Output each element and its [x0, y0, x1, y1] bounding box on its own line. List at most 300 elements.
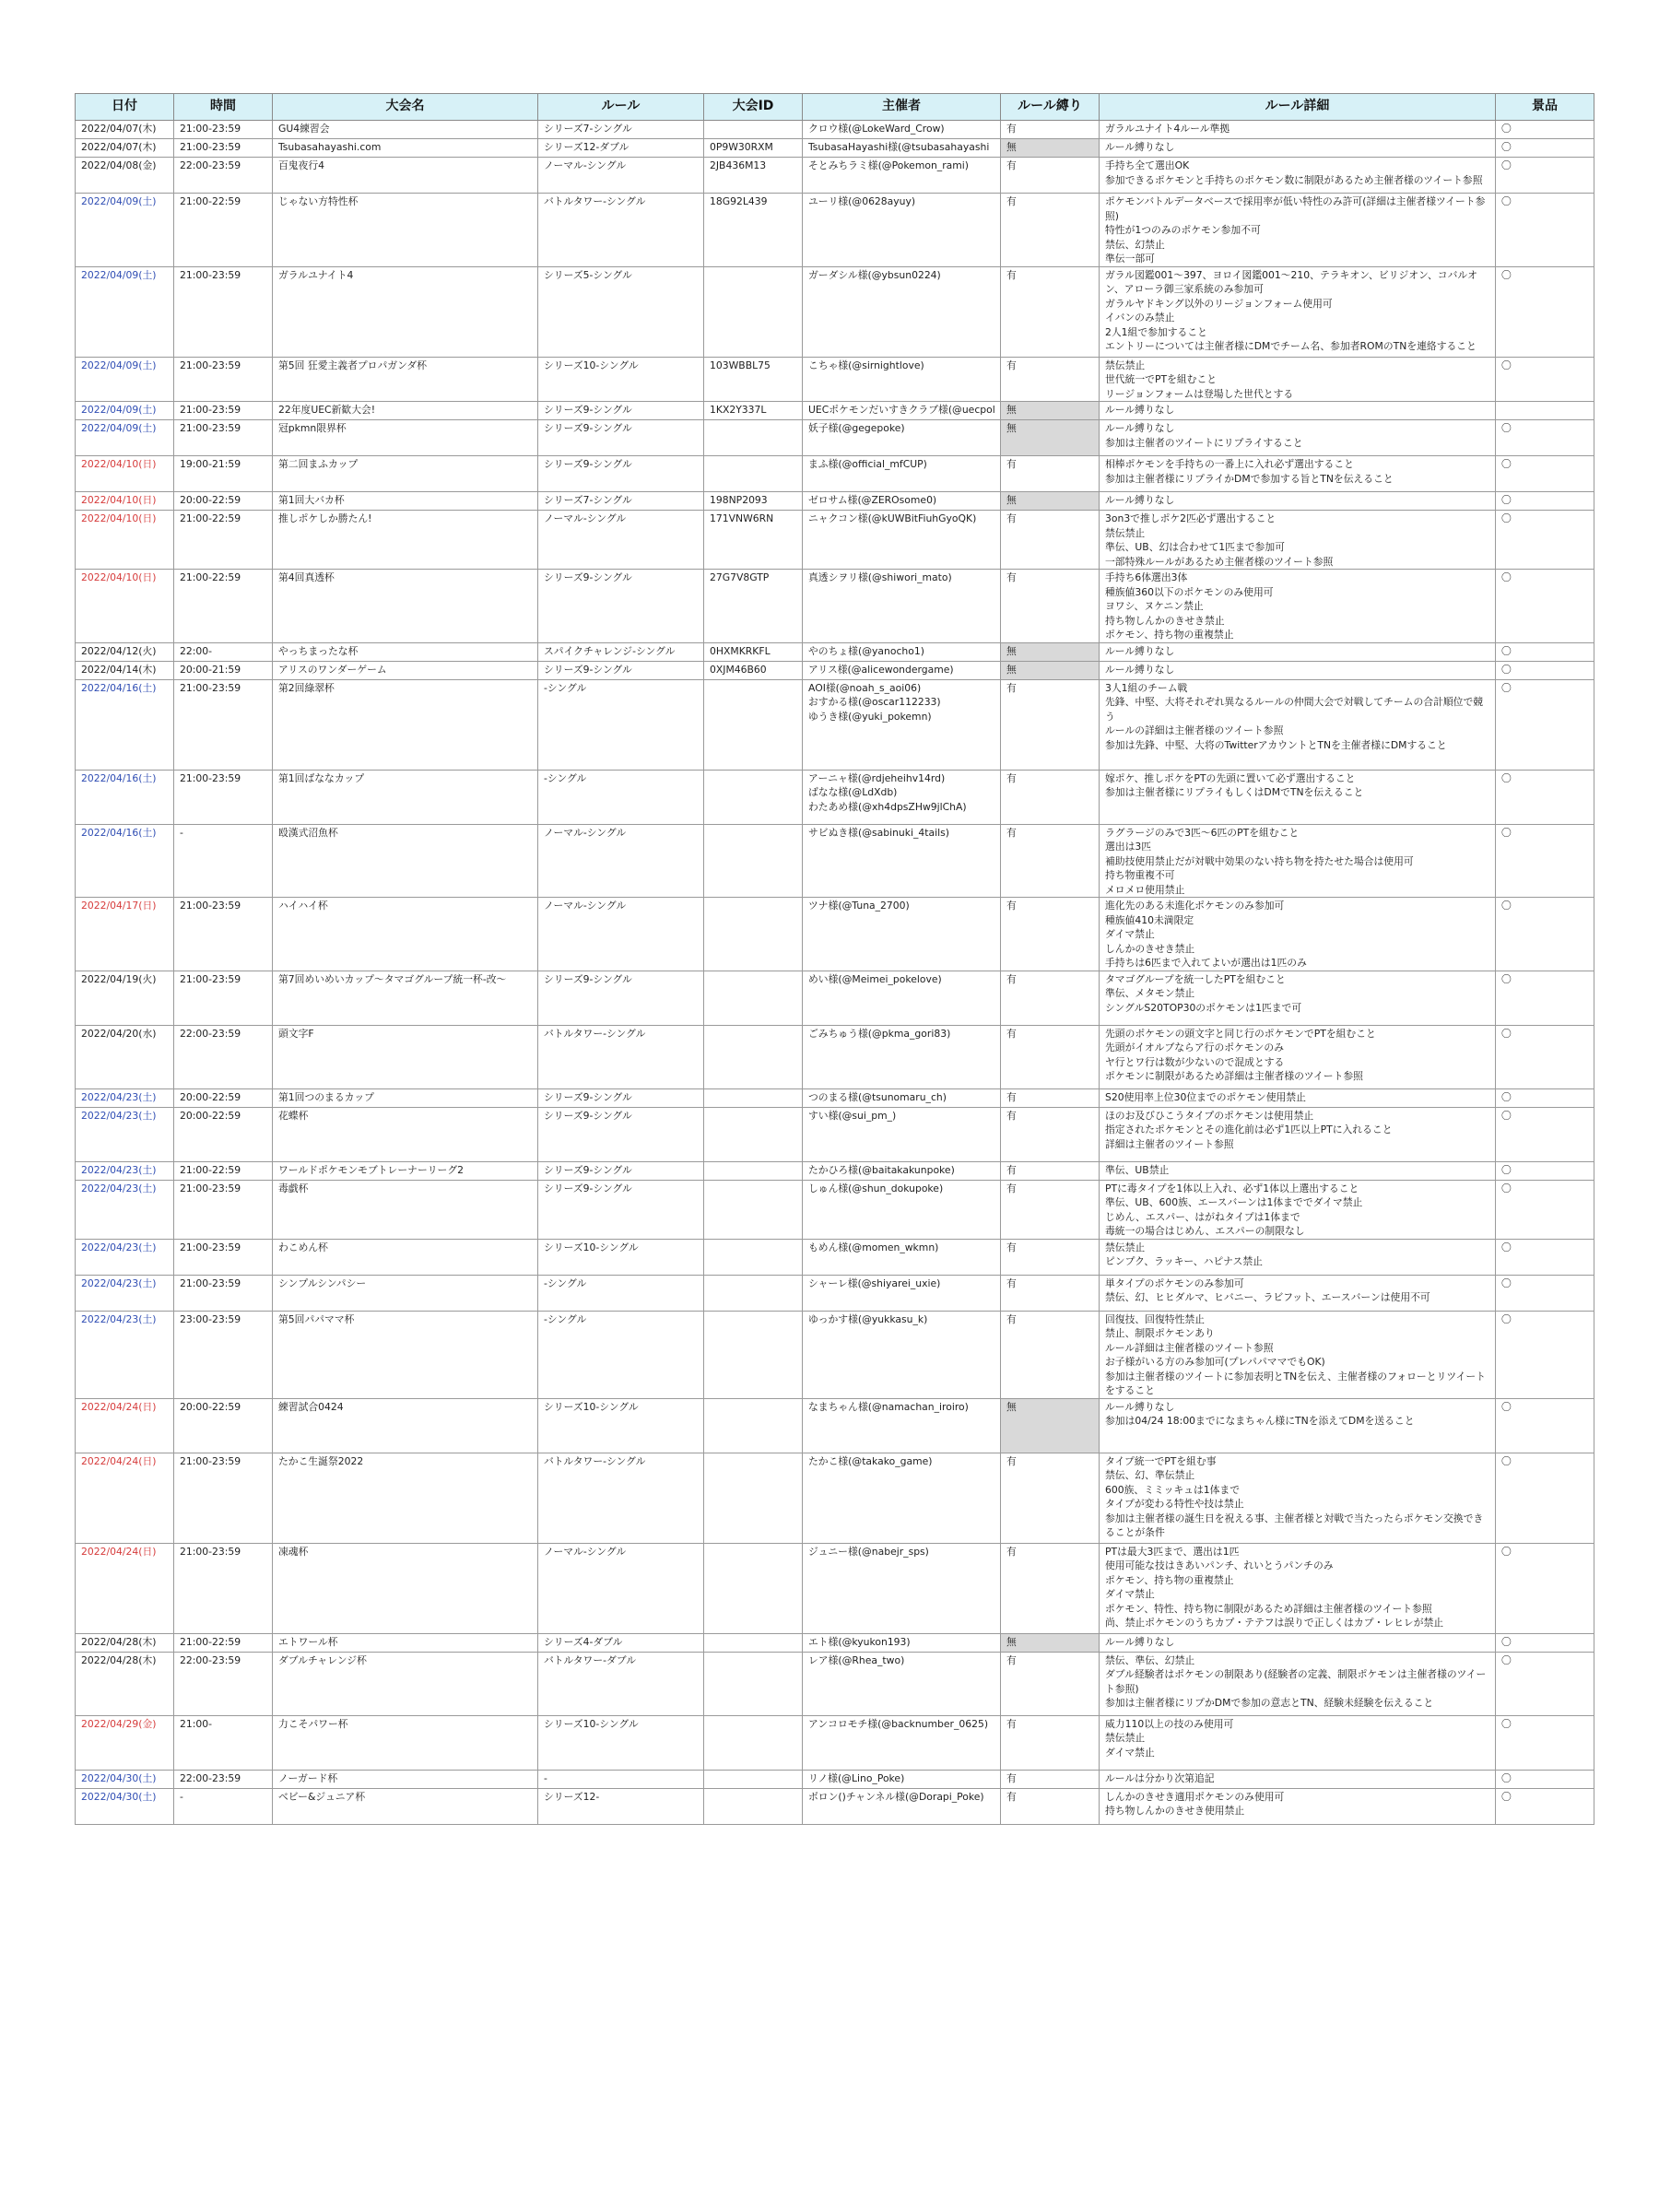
cell-restriction: 有 [1001, 121, 1100, 139]
cell-time: 21:00-22:59 [174, 511, 273, 570]
cell-prize: 〇 [1496, 158, 1594, 194]
cell-rule: バトルタワー-シングル [538, 194, 704, 267]
cell-host: たかこ様(@takako_game) [803, 1453, 1001, 1543]
cell-restriction: 有 [1001, 1652, 1100, 1715]
cell-date: 2022/04/10(日) [76, 492, 174, 511]
cell-date: 2022/04/07(木) [76, 139, 174, 158]
cell-host: 真透シヲリ様(@shiwori_mato) [803, 570, 1001, 643]
cell-detail: ガラル図鑑001～397、ヨロイ図鑑001～210、テラキオン、ビリジオン、コバルオン、アローラ御三家系統のみ参加可 ガラルヤドキング以外のリージョンフォーム使用可 イバンのみ禁止 2人1組で参加すること エントリーについては主催者様にDMでチーム名、参加者ROMのTNを連絡すること [1100, 266, 1496, 357]
cell-restriction: 有 [1001, 357, 1100, 402]
cell-restriction: 有 [1001, 194, 1100, 267]
cell-time: 20:00-22:59 [174, 1107, 273, 1161]
cell-host: やのちょ様(@yanocho1) [803, 642, 1001, 661]
cell-rule: シリーズ9-シングル [538, 1088, 704, 1107]
cell-restriction: 有 [1001, 770, 1100, 824]
cell-host: たかひろ様(@baitakakunpoke) [803, 1161, 1001, 1180]
cell-name: 第2回綠翠杯 [273, 679, 538, 770]
table-row [76, 642, 1594, 661]
cell-prize: 〇 [1496, 1633, 1594, 1652]
cell-rule: -シングル [538, 679, 704, 770]
cell-restriction: 無 [1001, 139, 1100, 158]
cell-name: 第1回ばななカップ [273, 770, 538, 824]
cell-host: ガーダシル様(@ybsun0224) [803, 266, 1001, 357]
cell-time: 21:00-23:59 [174, 266, 273, 357]
table-row [76, 1088, 1594, 1107]
tournament-table [75, 93, 1594, 1825]
cell-restriction: 有 [1001, 1239, 1100, 1275]
cell-rule: バトルタワー-シングル [538, 1025, 704, 1088]
cell-host: もめん様(@momen_wkmn) [803, 1239, 1001, 1275]
cell-restriction: 有 [1001, 1770, 1100, 1788]
cell-id [704, 121, 803, 139]
cell-rule: シリーズ10-シングル [538, 1398, 704, 1453]
cell-time: 22:00-23:59 [174, 1025, 273, 1088]
cell-date: 2022/04/23(土) [76, 1275, 174, 1311]
cell-restriction: 有 [1001, 1088, 1100, 1107]
table-row [76, 1398, 1594, 1453]
cell-host: AOI様(@noah_s_aoi06) おすかる様(@oscar112233) ゆうき様(@yuki_pokemn) [803, 679, 1001, 770]
header-time: 時間 [174, 94, 273, 121]
cell-detail: ルール縛りなし [1100, 139, 1496, 158]
cell-time: 21:00-23:59 [174, 679, 273, 770]
cell-id [704, 1652, 803, 1715]
header-tournament-name: 大会名 [273, 94, 538, 121]
cell-name: 第1回大バカ杯 [273, 492, 538, 511]
cell-detail: 3on3で推しポケ2匹必ず選出すること 禁伝禁止 準伝、UB、幻は合わせて1匹まで参加可 一部特殊ルールがあるため主催者様のツイート参照 [1100, 511, 1496, 570]
cell-host: アーニャ様(@rdjeheihv14rd) ばなな様(@LdXdb) わたあめ様(@xh4dpsZHw9jlChA) [803, 770, 1001, 824]
cell-detail: タイプ統一でPTを組む事 禁伝、幻、準伝禁止 600族、ミミッキュは1体まで タイプが変わる特性や技は禁止 参加は主催者様の誕生日を祝える事、主催者様と対戦で当たったらポケモン交換できることが条件 [1100, 1453, 1496, 1543]
cell-id [704, 1770, 803, 1788]
cell-prize: 〇 [1496, 1239, 1594, 1275]
cell-time: 21:00-23:59 [174, 770, 273, 824]
cell-name: 毒戯杯 [273, 1180, 538, 1239]
cell-name: ガラルユナイト4 [273, 266, 538, 357]
cell-id [704, 1715, 803, 1770]
cell-time: 20:00-22:59 [174, 1398, 273, 1453]
cell-rule: ノーマル-シングル [538, 511, 704, 570]
cell-rule: ノーマル-シングル [538, 1543, 704, 1633]
cell-prize: 〇 [1496, 1453, 1594, 1543]
cell-prize: 〇 [1496, 139, 1594, 158]
cell-id [704, 1161, 803, 1180]
cell-detail: ルール縛りなし [1100, 492, 1496, 511]
cell-date: 2022/04/29(金) [76, 1715, 174, 1770]
table-row [76, 1275, 1594, 1311]
cell-time: 21:00-22:59 [174, 570, 273, 643]
cell-time: 21:00-23:59 [174, 357, 273, 402]
cell-date: 2022/04/10(日) [76, 511, 174, 570]
cell-time: 21:00-22:59 [174, 1161, 273, 1180]
cell-prize: 〇 [1496, 1311, 1594, 1398]
cell-detail: 先頭のポケモンの頭文字と同じ行のポケモンでPTを組むこと 先頭がイオルブならア行のポケモンのみ ヤ行とワ行は数が少ないので混成とする ポケモンに制限があるため詳細は主催者様のツイート参照 [1100, 1025, 1496, 1088]
cell-date: 2022/04/09(土) [76, 420, 174, 456]
cell-date: 2022/04/19(火) [76, 971, 174, 1025]
cell-name: シンプルシンパシー [273, 1275, 538, 1311]
cell-time: 22:00-23:59 [174, 1770, 273, 1788]
cell-rule: バトルタワー-シングル [538, 1453, 704, 1543]
cell-rule: -シングル [538, 1275, 704, 1311]
cell-id [704, 1180, 803, 1239]
cell-date: 2022/04/28(木) [76, 1633, 174, 1652]
cell-date: 2022/04/23(土) [76, 1088, 174, 1107]
cell-restriction: 有 [1001, 1715, 1100, 1770]
cell-date: 2022/04/23(土) [76, 1311, 174, 1398]
cell-detail: ルール縛りなし [1100, 1633, 1496, 1652]
cell-prize: 〇 [1496, 1107, 1594, 1161]
cell-rule: シリーズ9-シングル [538, 570, 704, 643]
cell-id [704, 1025, 803, 1088]
header-tournament-id: 大会ID [704, 94, 803, 121]
cell-name: 第二回まふカップ [273, 456, 538, 492]
cell-prize [1496, 402, 1594, 420]
cell-name: ハイハイ杯 [273, 898, 538, 971]
table-row [76, 770, 1594, 824]
cell-id: 2JB436M13 [704, 158, 803, 194]
cell-detail: 3人1組のチーム戦 先鋒、中堅、大将それぞれ異なるルールの仲間大会で対戦してチームの合計順位で競う ルールの詳細は主催者様のツイート参照 参加は先鋒、中堅、大将のTwitterアカウントとTNを主催者様にDMすること [1100, 679, 1496, 770]
cell-id [704, 824, 803, 898]
cell-name: やっちまったな杯 [273, 642, 538, 661]
cell-date: 2022/04/30(土) [76, 1770, 174, 1788]
cell-date: 2022/04/20(水) [76, 1025, 174, 1088]
table-row [76, 511, 1594, 570]
cell-time: 21:00-23:59 [174, 1239, 273, 1275]
header-prize: 景品 [1496, 94, 1594, 121]
cell-id [704, 1107, 803, 1161]
cell-host: シャーレ様(@shiyarei_uxie) [803, 1275, 1001, 1311]
cell-id: 1KX2Y337L [704, 402, 803, 420]
cell-prize: 〇 [1496, 1652, 1594, 1715]
cell-detail: 威力110以上の技のみ使用可 禁伝禁止 ダイマ禁止 [1100, 1715, 1496, 1770]
cell-detail: 禁伝禁止 ピンプク、ラッキー、ハピナス禁止 [1100, 1239, 1496, 1275]
cell-restriction: 無 [1001, 492, 1100, 511]
cell-time: - [174, 824, 273, 898]
cell-rule: バトルタワー-ダブル [538, 1652, 704, 1715]
cell-host: サビぬき様(@sabinuki_4tails) [803, 824, 1001, 898]
cell-prize: 〇 [1496, 492, 1594, 511]
cell-name: 頭文字F [273, 1025, 538, 1088]
table-row [76, 1715, 1594, 1770]
table-row [76, 1788, 1594, 1824]
cell-date: 2022/04/24(日) [76, 1398, 174, 1453]
table-row [76, 456, 1594, 492]
cell-name: ワールドポケモンモブトレーナーリーグ2 [273, 1161, 538, 1180]
cell-name: GU4練習会 [273, 121, 538, 139]
table-row [76, 357, 1594, 402]
cell-name: じゃない方特性杯 [273, 194, 538, 267]
table-row [76, 492, 1594, 511]
table-row [76, 1161, 1594, 1180]
cell-restriction: 有 [1001, 1025, 1100, 1088]
cell-prize: 〇 [1496, 971, 1594, 1025]
cell-name: 第1回つのまるカップ [273, 1088, 538, 1107]
cell-prize: 〇 [1496, 1788, 1594, 1824]
cell-name: 百鬼夜行4 [273, 158, 538, 194]
cell-id: 198NP2093 [704, 492, 803, 511]
cell-prize: 〇 [1496, 679, 1594, 770]
cell-host: そとみちラミ様(@Pokemon_rami) [803, 158, 1001, 194]
cell-id [704, 420, 803, 456]
table-row [76, 1107, 1594, 1161]
cell-restriction: 有 [1001, 456, 1100, 492]
cell-host: ユーリ様(@0628ayuy) [803, 194, 1001, 267]
cell-id [704, 1275, 803, 1311]
table-row [76, 971, 1594, 1025]
cell-time: 21:00-23:59 [174, 1275, 273, 1311]
table-row [76, 402, 1594, 420]
cell-date: 2022/04/23(土) [76, 1239, 174, 1275]
cell-date: 2022/04/08(金) [76, 158, 174, 194]
cell-prize: 〇 [1496, 1770, 1594, 1788]
cell-id: 0P9W30RXM [704, 139, 803, 158]
cell-prize: 〇 [1496, 661, 1594, 679]
cell-id [704, 1398, 803, 1453]
cell-host: アンコロモチ様(@backnumber_0625) [803, 1715, 1001, 1770]
table-row [76, 121, 1594, 139]
cell-date: 2022/04/23(土) [76, 1180, 174, 1239]
cell-date: 2022/04/24(日) [76, 1453, 174, 1543]
cell-time: 21:00- [174, 1715, 273, 1770]
cell-prize: 〇 [1496, 121, 1594, 139]
cell-host: なまちゃん様(@namachan_iroiro) [803, 1398, 1001, 1453]
cell-date: 2022/04/12(火) [76, 642, 174, 661]
table-row [76, 898, 1594, 971]
cell-id [704, 971, 803, 1025]
cell-rule: -シングル [538, 770, 704, 824]
table-row [76, 139, 1594, 158]
cell-detail: 嫁ポケ、推しポケをPTの先頭に置いて必ず選出すること 参加は主催者様にリプライもしくはDMでTNを伝えること [1100, 770, 1496, 824]
cell-id: 18G92L439 [704, 194, 803, 267]
cell-date: 2022/04/09(土) [76, 266, 174, 357]
cell-name: ダブルチャレンジ杯 [273, 1652, 538, 1715]
cell-rule: シリーズ9-シングル [538, 1107, 704, 1161]
cell-date: 2022/04/30(土) [76, 1788, 174, 1824]
table-row [76, 1543, 1594, 1633]
table-row [76, 1633, 1594, 1652]
cell-rule: シリーズ10-シングル [538, 1239, 704, 1275]
cell-date: 2022/04/07(木) [76, 121, 174, 139]
cell-name: Tsubasahayashi.com [273, 139, 538, 158]
cell-detail: ラグラージのみで3匹～6匹のPTを組むこと 選出は3匹 補助技使用禁止だが対戦中効果のない持ち物を持たせた場合は使用可 持ち物重複不可 メロメロ使用禁止 [1100, 824, 1496, 898]
header-date: 日付 [76, 94, 174, 121]
cell-date: 2022/04/24(日) [76, 1543, 174, 1633]
cell-time: 19:00-21:59 [174, 456, 273, 492]
cell-name: ノーガード杯 [273, 1770, 538, 1788]
cell-detail: 準伝、UB禁止 [1100, 1161, 1496, 1180]
cell-date: 2022/04/09(土) [76, 194, 174, 267]
cell-prize: 〇 [1496, 194, 1594, 267]
cell-rule: ノーマル-シングル [538, 158, 704, 194]
cell-name: たかこ生誕祭2022 [273, 1453, 538, 1543]
cell-detail: ルール縛りなし 参加は主催者のツイートにリプライすること [1100, 420, 1496, 456]
cell-rule: シリーズ10-シングル [538, 357, 704, 402]
cell-host: クロウ様(@LokeWard_Crow) [803, 121, 1001, 139]
cell-rule: シリーズ9-シングル [538, 420, 704, 456]
cell-host: アリス様(@alicewondergame) [803, 661, 1001, 679]
table-row [76, 1453, 1594, 1543]
cell-id [704, 1239, 803, 1275]
cell-prize: 〇 [1496, 1088, 1594, 1107]
cell-time: 21:00-23:59 [174, 402, 273, 420]
header-rule: ルール [538, 94, 704, 121]
cell-rule: スパイクチャレンジ-シングル [538, 642, 704, 661]
cell-host: こちゃ様(@sirnightlove) [803, 357, 1001, 402]
cell-date: 2022/04/23(土) [76, 1161, 174, 1180]
cell-time: 21:00-23:59 [174, 139, 273, 158]
cell-host: ジュニー様(@nabejr_sps) [803, 1543, 1001, 1633]
cell-detail: ルール縛りなし [1100, 402, 1496, 420]
cell-time: 22:00- [174, 642, 273, 661]
cell-date: 2022/04/17(日) [76, 898, 174, 971]
cell-id [704, 1633, 803, 1652]
cell-time: 21:00-23:59 [174, 121, 273, 139]
table-row [76, 1652, 1594, 1715]
cell-rule: シリーズ9-シングル [538, 661, 704, 679]
cell-rule: シリーズ9-シングル [538, 1180, 704, 1239]
cell-prize: 〇 [1496, 1715, 1594, 1770]
cell-name: アリスのワンダーゲーム [273, 661, 538, 679]
cell-name: 凍魂杯 [273, 1543, 538, 1633]
cell-host: ツナ様(@Tuna_2700) [803, 898, 1001, 971]
cell-prize: 〇 [1496, 824, 1594, 898]
cell-name: 22年度UEC新歓大会! [273, 402, 538, 420]
cell-name: エトワール杯 [273, 1633, 538, 1652]
cell-date: 2022/04/16(土) [76, 679, 174, 770]
cell-rule: シリーズ12- [538, 1788, 704, 1824]
cell-host: 妖子様(@gegepoke) [803, 420, 1001, 456]
table-row [76, 570, 1594, 643]
cell-detail: 単タイプのポケモンのみ参加可 禁伝、幻、ヒヒダルマ、ヒバニー、ラビフット、エースバーンは使用不可 [1100, 1275, 1496, 1311]
cell-restriction: 有 [1001, 1543, 1100, 1633]
cell-rule: - [538, 1770, 704, 1788]
cell-restriction: 有 [1001, 1107, 1100, 1161]
cell-name: わこめん杯 [273, 1239, 538, 1275]
cell-prize: 〇 [1496, 456, 1594, 492]
cell-id [704, 456, 803, 492]
cell-id: 0HXMKRKFL [704, 642, 803, 661]
cell-time: 21:00-23:59 [174, 898, 273, 971]
cell-name: 第5回パパママ杯 [273, 1311, 538, 1398]
cell-host: めい様(@Meimei_pokelove) [803, 971, 1001, 1025]
cell-time: 22:00-23:59 [174, 1652, 273, 1715]
cell-restriction: 有 [1001, 971, 1100, 1025]
cell-restriction: 無 [1001, 420, 1100, 456]
table-row [76, 1239, 1594, 1275]
cell-host: ごみちゅう様(@pkma_gori83) [803, 1025, 1001, 1088]
cell-date: 2022/04/09(土) [76, 402, 174, 420]
cell-prize: 〇 [1496, 1161, 1594, 1180]
cell-host: すい様(@sui_pm_) [803, 1107, 1001, 1161]
cell-time: 23:00-23:59 [174, 1311, 273, 1398]
cell-host: エト様(@kyukon193) [803, 1633, 1001, 1652]
cell-restriction: 有 [1001, 1788, 1100, 1824]
cell-id [704, 1788, 803, 1824]
cell-rule: シリーズ9-シングル [538, 1161, 704, 1180]
cell-time: 20:00-21:59 [174, 661, 273, 679]
cell-rule: シリーズ4-ダブル [538, 1633, 704, 1652]
table-row [76, 824, 1594, 898]
cell-restriction: 無 [1001, 642, 1100, 661]
cell-rule: シリーズ7-シングル [538, 492, 704, 511]
cell-detail: ほのお及びひこうタイプのポケモンは使用禁止 指定されたポケモンとその進化前は必ず1匹以上PTに入れること 詳細は主催者のツイート参照 [1100, 1107, 1496, 1161]
cell-detail: ルールは分かり次第追記 [1100, 1770, 1496, 1788]
table-row [76, 266, 1594, 357]
cell-host: レア様(@Rhea_two) [803, 1652, 1001, 1715]
cell-id [704, 898, 803, 971]
header-host: 主催者 [803, 94, 1001, 121]
cell-rule: ノーマル-シングル [538, 898, 704, 971]
cell-detail: 禁伝、準伝、幻禁止 ダブル経験者はポケモンの制限あり(経験者の定義、制限ポケモンは主催者様のツイート参照) 参加は主催者様にリプかDMで参加の意志とTN、経験未経験を伝えること [1100, 1652, 1496, 1715]
cell-id [704, 1088, 803, 1107]
cell-detail: 手持ち全て選出OK 参加できるポケモンと手持ちのポケモン数に制限があるため主催者様のツイート参照 [1100, 158, 1496, 194]
table-row [76, 1770, 1594, 1788]
cell-date: 2022/04/16(土) [76, 824, 174, 898]
cell-time: 21:00-23:59 [174, 1453, 273, 1543]
cell-name: 花蝶杯 [273, 1107, 538, 1161]
cell-rule: シリーズ9-シングル [538, 456, 704, 492]
cell-rule: シリーズ10-シングル [538, 1715, 704, 1770]
table-row [76, 420, 1594, 456]
table-row [76, 158, 1594, 194]
cell-detail: ルール縛りなし 参加は04/24 18:00までになまちゃん様にTNを添えてDMを送ること [1100, 1398, 1496, 1453]
cell-prize: 〇 [1496, 1025, 1594, 1088]
cell-detail: PTは最大3匹まで、選出は1匹 使用可能な技はきあいパンチ、れいとうパンチのみ ポケモン、持ち物の重複禁止 ダイマ禁止 ポケモン、特性、持ち物に制限があるため詳細は主催者様のツイート参照 尚、禁止ポケモンのうちカプ・テテフは誤りで正しくはカプ・レヒレが禁止 [1100, 1543, 1496, 1633]
cell-host: しゅん様(@shun_dokupoke) [803, 1180, 1001, 1239]
cell-detail: S20使用率上位30位までのポケモン使用禁止 [1100, 1088, 1496, 1107]
cell-prize: 〇 [1496, 770, 1594, 824]
table-row [76, 1311, 1594, 1398]
cell-prize: 〇 [1496, 1275, 1594, 1311]
cell-host: ゼロサム様(@ZEROsome0) [803, 492, 1001, 511]
header-rule-details: ルール詳細 [1100, 94, 1496, 121]
cell-host: ニャクコン様(@kUWBitFiuhGyoQK) [803, 511, 1001, 570]
cell-id: 103WBBL75 [704, 357, 803, 402]
cell-detail: しんかのきせき適用ポケモンのみ使用可 持ち物しんかのきせき使用禁止 [1100, 1788, 1496, 1824]
cell-id: 0XJM46B60 [704, 661, 803, 679]
cell-detail: 相棒ポケモンを手持ちの一番上に入れ必ず選出すること 参加は主催者様にリプライかDMで参加する旨とTNを伝えること [1100, 456, 1496, 492]
cell-date: 2022/04/09(土) [76, 357, 174, 402]
cell-restriction: 有 [1001, 824, 1100, 898]
cell-prize: 〇 [1496, 642, 1594, 661]
cell-host: つのまる様(@tsunomaru_ch) [803, 1088, 1001, 1107]
cell-time: 20:00-22:59 [174, 492, 273, 511]
cell-time: 21:00-22:59 [174, 1633, 273, 1652]
cell-time: 21:00-23:59 [174, 1543, 273, 1633]
cell-time: 21:00-23:59 [174, 1180, 273, 1239]
cell-detail: 回復技、回復特性禁止 禁止、制限ポケモンあり ルール詳細は主催者様のツイート参照 お子様がいる方のみ参加可(プレパパママでもOK) 参加は主催者様のツイートに参加表明とTNを伝え、主催者様のフォローとリツイートをすること [1100, 1311, 1496, 1398]
cell-restriction: 有 [1001, 158, 1100, 194]
cell-id: 27G7V8GTP [704, 570, 803, 643]
cell-name: 力こそパワー杯 [273, 1715, 538, 1770]
cell-detail: 進化先のある未進化ポケモンのみ参加可 種族値410未満限定 ダイマ禁止 しんかのきせき禁止 手持ちは6匹まで入れてよいが選出は1匹のみ [1100, 898, 1496, 971]
cell-date: 2022/04/23(土) [76, 1107, 174, 1161]
cell-detail: ポケモンバトルデータベースで採用率が低い特性のみ許可(詳細は主催者様ツイート参照) 特性が1つのみのポケモン参加不可 禁伝、幻禁止 準伝一部可 [1100, 194, 1496, 267]
cell-restriction: 有 [1001, 1275, 1100, 1311]
cell-time: - [174, 1788, 273, 1824]
cell-date: 2022/04/14(木) [76, 661, 174, 679]
cell-id: 171VNW6RN [704, 511, 803, 570]
cell-restriction: 有 [1001, 1161, 1100, 1180]
cell-rule: シリーズ9-シングル [538, 402, 704, 420]
cell-rule: シリーズ9-シングル [538, 971, 704, 1025]
cell-detail: ルール縛りなし [1100, 642, 1496, 661]
table-row [76, 1025, 1594, 1088]
cell-name: 第7回めいめいカップ～タマゴグループ統一杯-改～ [273, 971, 538, 1025]
table-row [76, 661, 1594, 679]
table-row [76, 1180, 1594, 1239]
cell-id [704, 266, 803, 357]
cell-date: 2022/04/28(木) [76, 1652, 174, 1715]
cell-date: 2022/04/16(土) [76, 770, 174, 824]
